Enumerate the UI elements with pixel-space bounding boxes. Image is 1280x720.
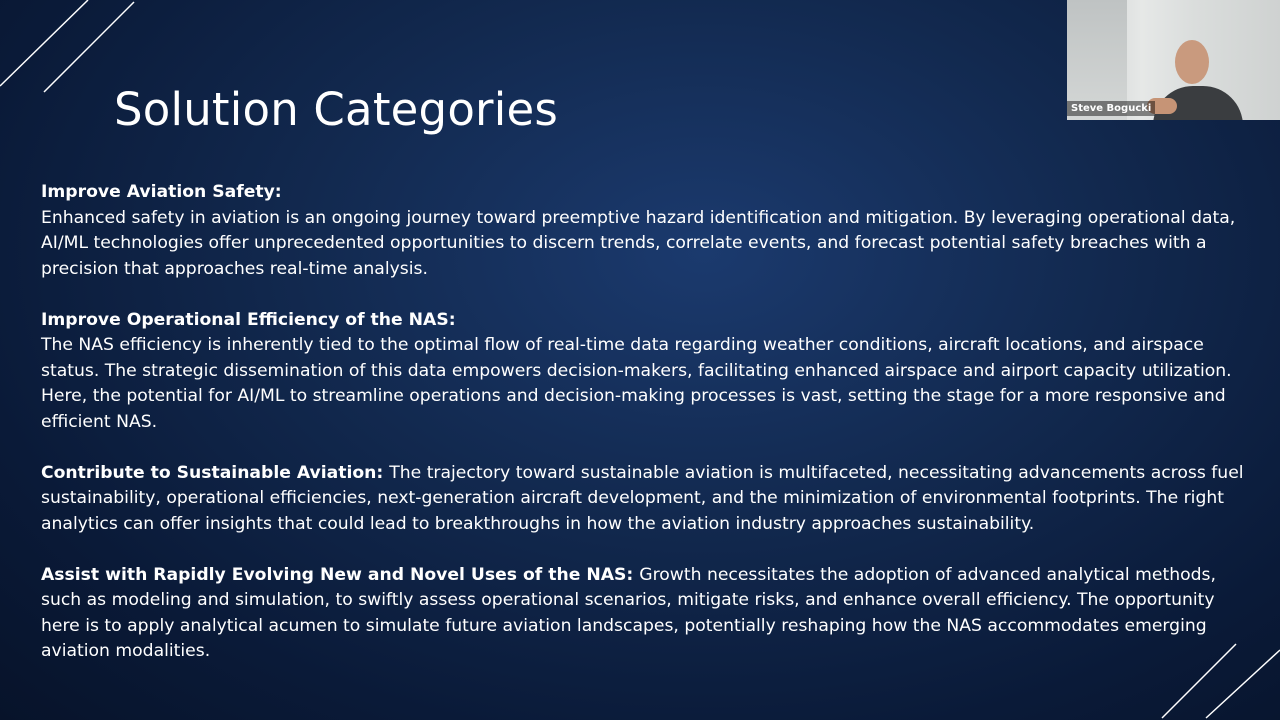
section-operational-efficiency: [41, 308, 1251, 436]
section-body: The trajectory toward sustainable aviation is multifaceted, necessitating advancements across fuel sustainability, operational efficiencies, next-generation aircraft development, and the minimization of environmental footprints. The right analytics can offer insights that could lead to breakthroughs in how the aviation industry approaches sustainability.: [41, 462, 1244, 534]
participant-name-label: Steve Bogucki: [1067, 101, 1155, 116]
section-heading: Improve Aviation Safety:: [41, 182, 282, 202]
section-sustainable-aviation: [41, 461, 1251, 538]
section-body: The NAS efficiency is inherently tied to the optimal flow of real-time data regarding weather conditions, aircraft locations, and airspace status. The strategic dissemination of this data empowers decision-makers, facilitating enhanced airspace and airport capacity utilization. Here, the potential for AI/ML to streamline operations and decision-making processes is vast, setting the stage for a more responsive and efficient NAS.: [41, 335, 1232, 432]
slide-title: Solution Categories: [114, 83, 558, 136]
section-body: Enhanced safety in aviation is an ongoing journey toward preemptive hazard identification and mitigation. By leveraging operational data, AI/ML technologies offer unprecedented opportunities to discern trends, correlate events, and forecast potential safety breaches with a precision that approaches real-time analysis.: [41, 207, 1236, 279]
section-body: Growth necessitates the adoption of advanced analytical methods, such as modeling and simulation, to swiftly assess operational scenarios, mitigate risks, and enhance overall efficiency. The opportunity here is to apply analytical acumen to simulate future aviation landscapes, potentially reshaping how the NAS accommodates emerging aviation modalities.: [41, 564, 1216, 661]
section-aviation-safety: [41, 180, 1251, 282]
section-heading: Contribute to Sustainable Aviation:: [41, 462, 390, 483]
participant-head: [1175, 40, 1209, 84]
slide-content: [41, 180, 1251, 690]
participant-video-tile[interactable]: [1067, 0, 1280, 120]
section-heading: Improve Operational Efficiency of the NAS:: [41, 309, 456, 330]
section-novel-uses: [41, 563, 1251, 665]
section-heading: Assist with Rapidly Evolving New and Novel Uses of the NAS:: [41, 564, 640, 585]
